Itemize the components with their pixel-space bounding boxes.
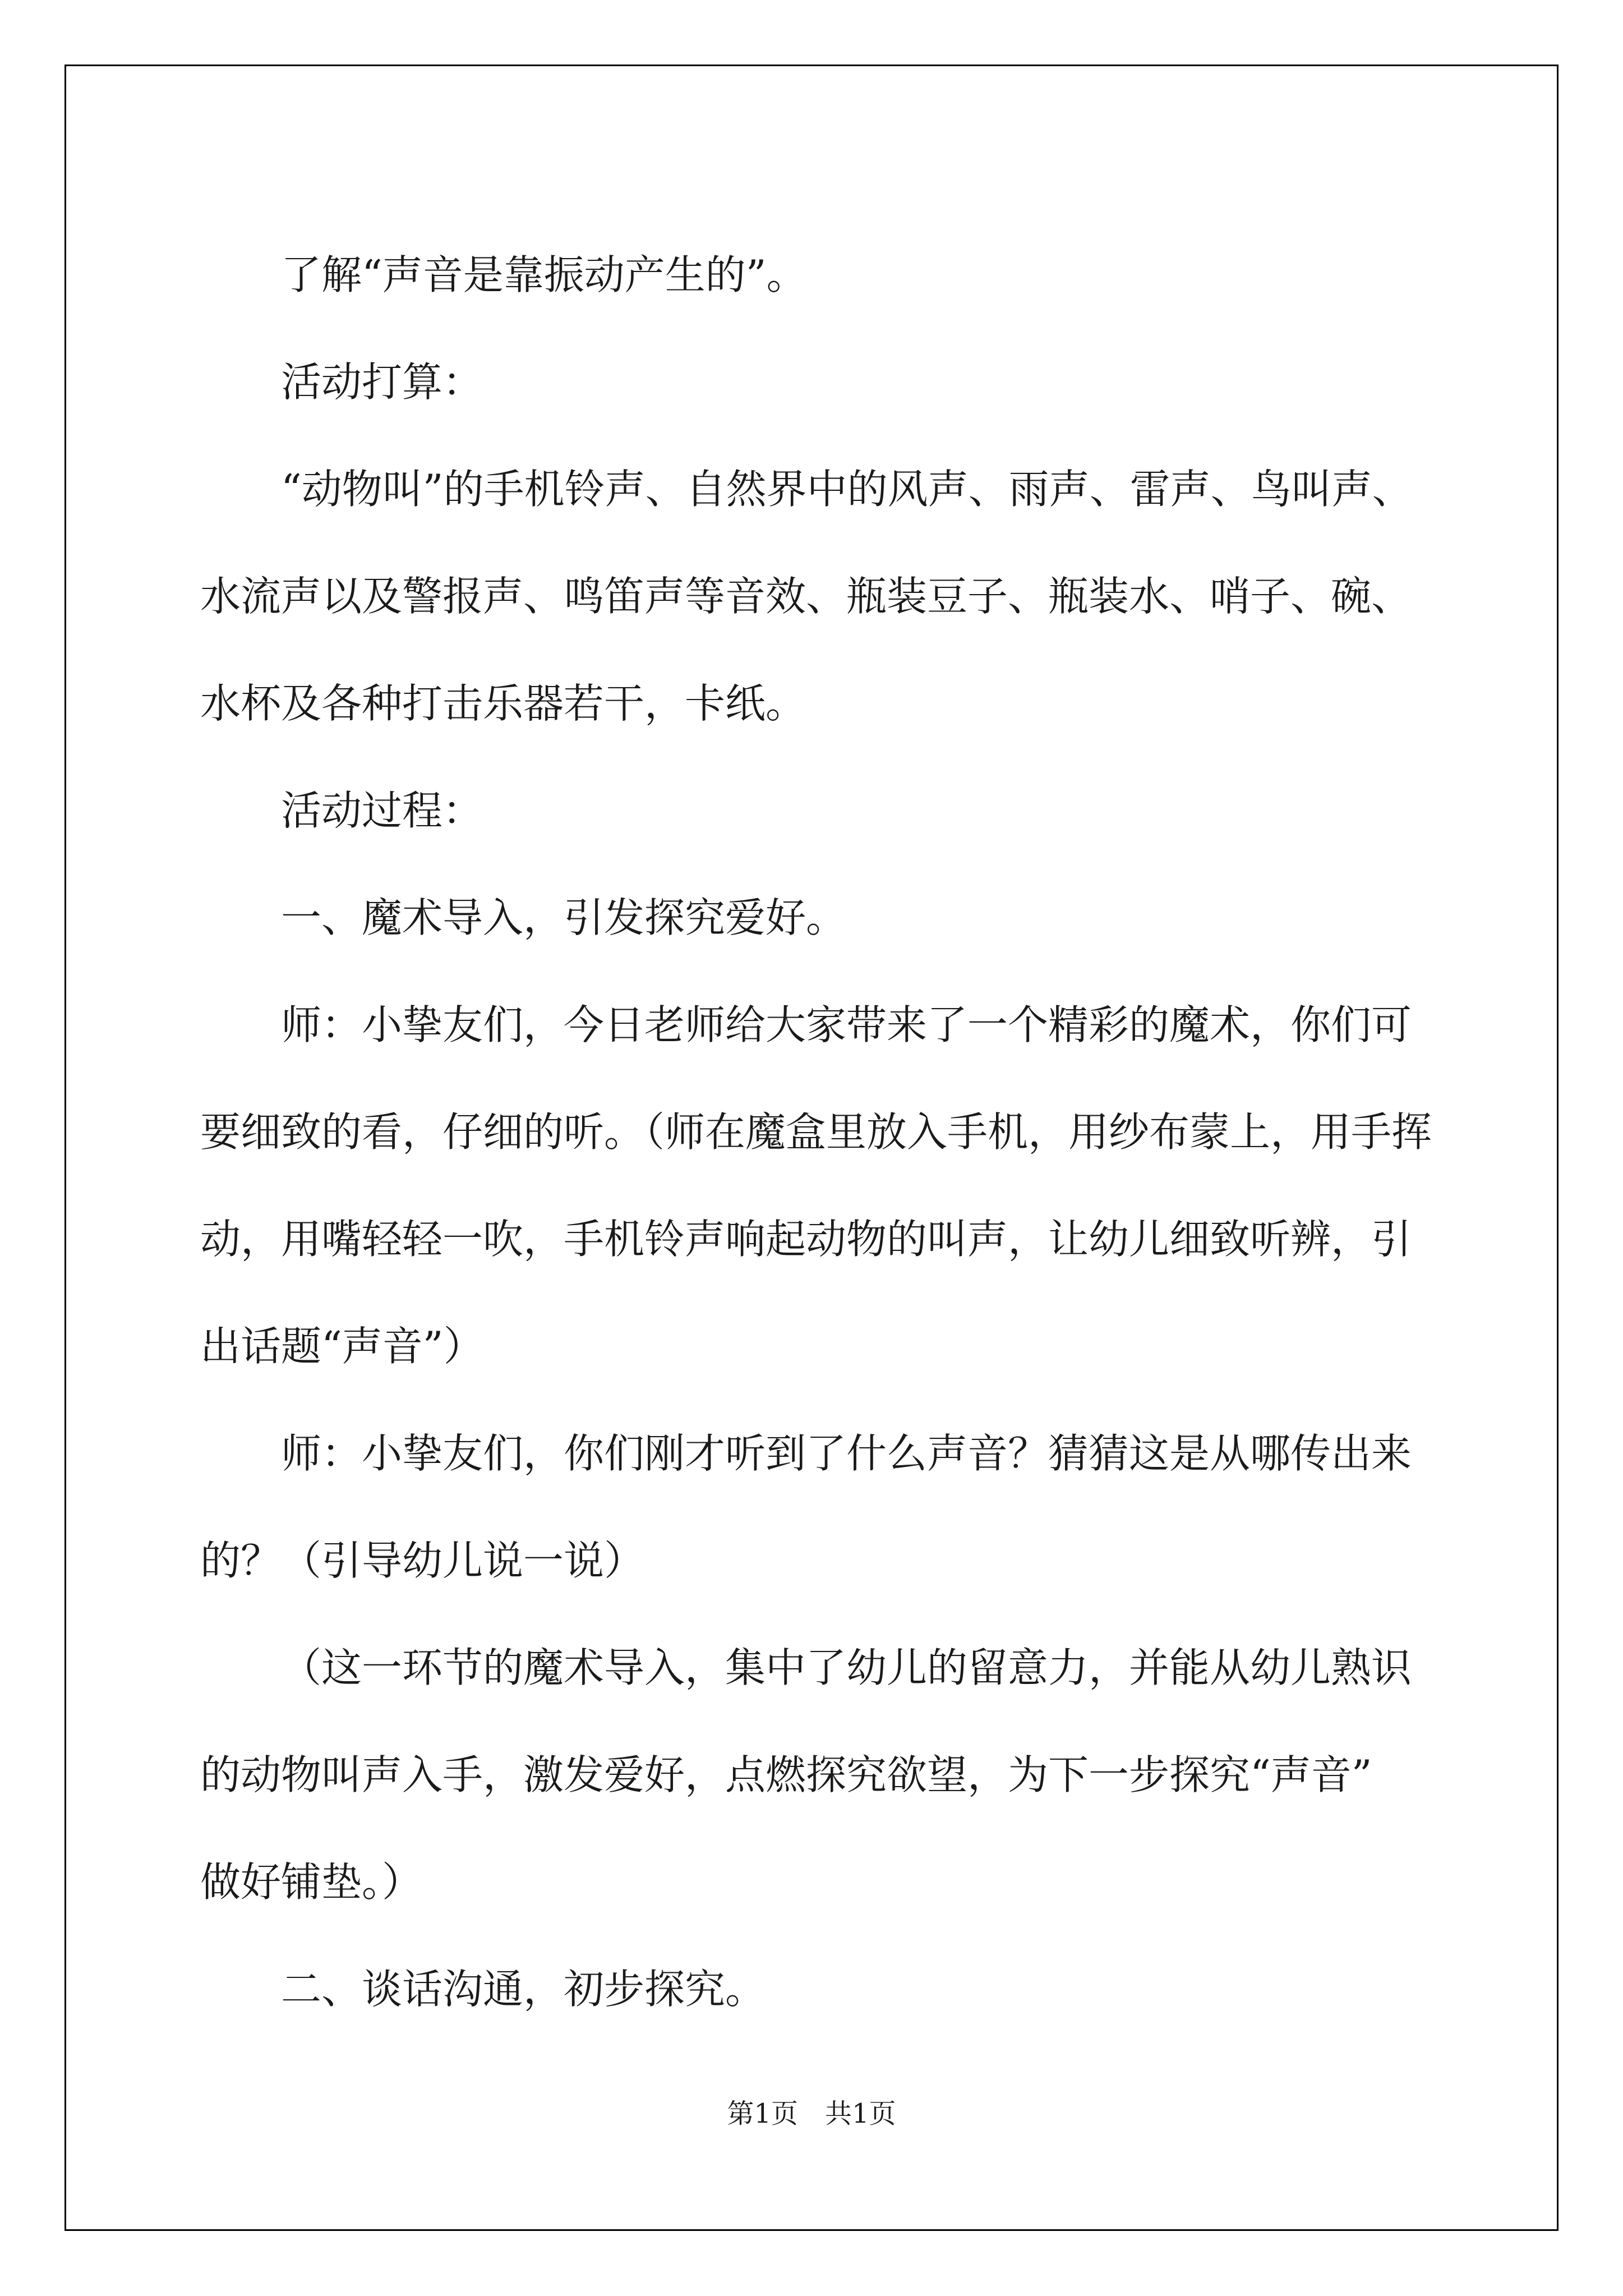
paragraph-line: 了解“声音是靠振动产生的”。 — [281, 251, 807, 298]
paragraph-line: 一、魔术导入，引发探究爱好。 — [281, 894, 847, 941]
paragraph-line: 师：小挚友们，你们刚才听到了什么声音？猜猜这是从哪传出来 — [281, 1430, 1412, 1477]
paragraph-line: “动物叫”的手机铃声、自然界中的风声、雨声、雷声、鸟叫声、 — [281, 466, 1413, 513]
paragraph-line: 活动过程： — [281, 787, 483, 834]
paragraph-line: 的动物叫声入手，激发爱好，点燃探究欲望，为下一步探究“声音” — [200, 1751, 1372, 1798]
paragraph-line: 二、谈话沟通，初步探究。 — [281, 1966, 766, 2013]
paragraph-line: 师：小挚友们，今日老师给大家带来了一个精彩的魔术，你们可 — [281, 1001, 1412, 1048]
page-footer: 第1页 共1页 — [727, 2098, 896, 2129]
paragraph-line: 出话题“声音”） — [200, 1323, 484, 1370]
paragraph-line: 水杯及各种打击乐器若干，卡纸。 — [200, 680, 806, 727]
paragraph-line: 的？（引导幼儿说一说） — [200, 1537, 645, 1584]
paragraph-line: 动，用嘴轻轻一吹，手机铃声响起动物的叫声，让幼儿细致听辨，引 — [200, 1216, 1412, 1263]
paragraph-line: 水流声以及警报声、鸣笛声等音效、瓶装豆子、瓶装水、哨子、碗、 — [200, 573, 1412, 620]
paragraph-line: 做好铺垫。） — [200, 1858, 423, 1906]
document-body — [200, 222, 1434, 2043]
paragraph-line: 要细致的看，仔细的听。（师在魔盒里放入手机，用纱布蒙上，用手挥 — [200, 1108, 1432, 1156]
paragraph-line: 活动打算： — [281, 358, 483, 406]
paragraph-line: （这一环节的魔术导入，集中了幼儿的留意力，并能从幼儿熟识 — [281, 1644, 1412, 1691]
